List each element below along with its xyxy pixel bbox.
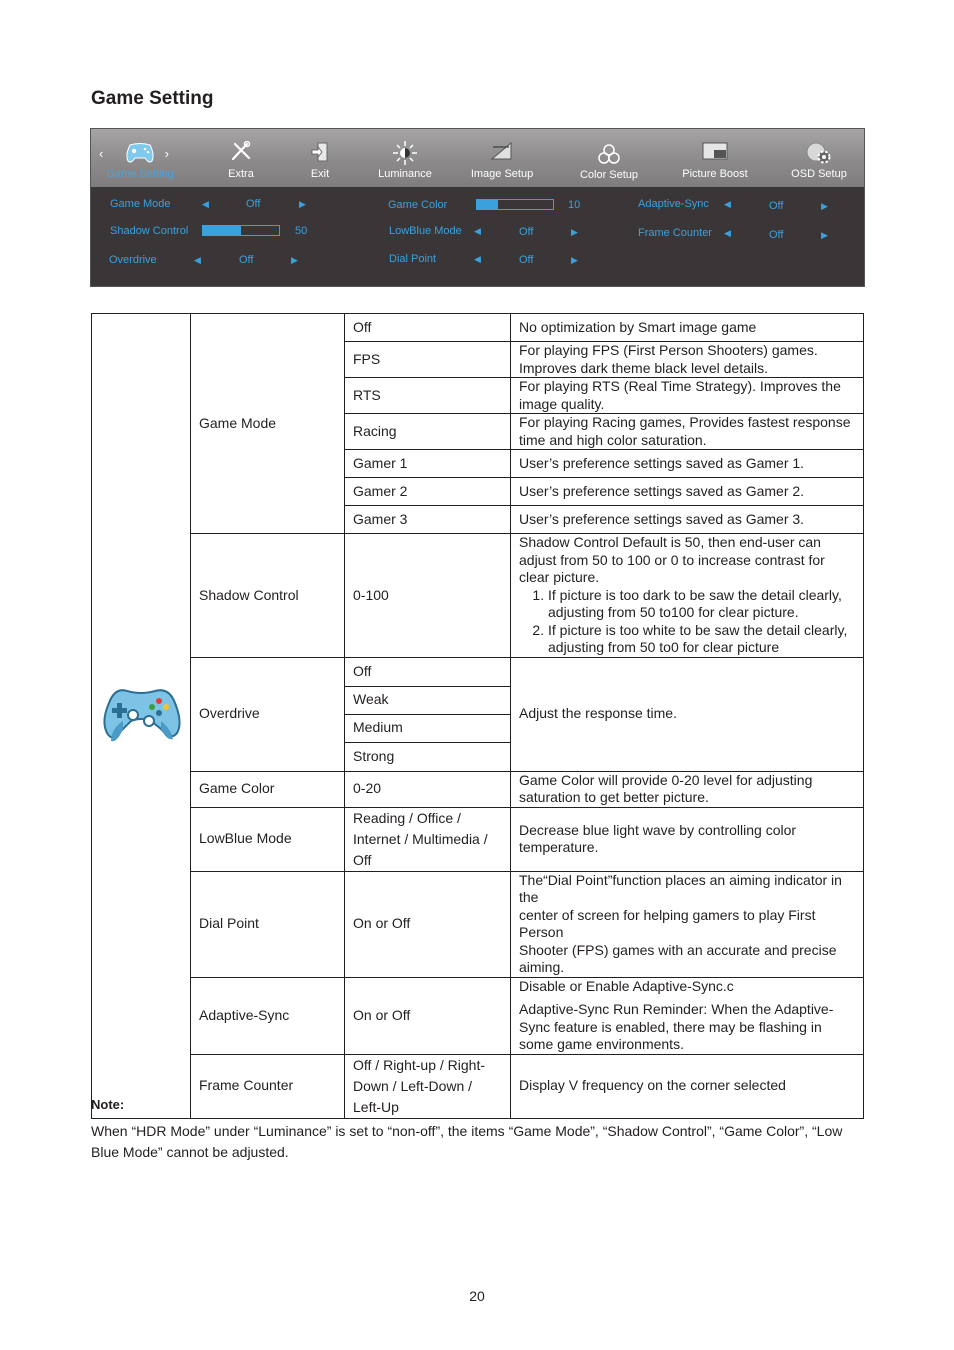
- table-row: [92, 1054, 864, 1118]
- osd-game-color-label[interactable]: Game Color: [388, 199, 448, 211]
- osd-lowblue-mode-label[interactable]: LowBlue Mode: [389, 225, 462, 237]
- dial-point-options: On or Off: [345, 871, 511, 977]
- list-item: 1. If picture is too dark to be saw the detail clearly, adjusting from 50 to100 for clear picture.: [548, 587, 855, 622]
- overdrive-option: Strong: [345, 742, 511, 771]
- dial-point-desc: [511, 871, 864, 977]
- dial-point-label-cell: Dial Point: [191, 871, 345, 977]
- slider-fill: [203, 226, 241, 235]
- osd-adaptive-sync-value: Off: [769, 200, 784, 212]
- osd-dial-point-value: Off: [519, 254, 534, 266]
- lowblue-mode-label-cell: LowBlue Mode: [191, 807, 345, 871]
- tab-label: Game Setting: [106, 168, 174, 180]
- game-mode-desc: For playing Racing games, Provides fastest response time and high color saturation.: [511, 414, 864, 450]
- note-title: Note:: [91, 1097, 125, 1112]
- game-mode-desc: User’s preference settings saved as Gamer 1.: [511, 450, 864, 478]
- picture-boost-icon: [702, 141, 728, 164]
- game-mode-desc: For playing RTS (Real Time Strategy). Improves the image quality.: [511, 378, 864, 414]
- lowblue-mode-desc: Decrease blue light wave by controlling color temperature.: [511, 807, 864, 871]
- game-mode-desc: For playing FPS (First Person Shooters) games. Improves dark theme black level details.: [511, 342, 864, 378]
- game-mode-option: Gamer 2: [345, 478, 511, 506]
- tab-label: Luminance: [378, 168, 432, 180]
- tab-exit[interactable]: [291, 129, 349, 187]
- slider-fill: [477, 200, 498, 209]
- adaptive-sync-options: On or Off: [345, 977, 511, 1054]
- chevron-left-icon: ‹: [99, 146, 104, 161]
- list-item: 2. If picture is too white to be saw the detail clearly, adjusting from 50 to0 for clear picture: [548, 622, 855, 657]
- gamepad-icon: [99, 734, 183, 750]
- arrow-left-icon[interactable]: ◀: [474, 254, 481, 264]
- exit-icon: [310, 141, 330, 166]
- osd-frame-counter-label[interactable]: Frame Counter: [638, 227, 712, 239]
- game-mode-option: Off: [345, 314, 511, 342]
- osd-overdrive-value: Off: [239, 254, 254, 266]
- osd-dial-point-label[interactable]: Dial Point: [389, 253, 437, 265]
- adaptive-sync-desc-2: Adaptive-Sync Run Reminder: When the Adaptive-Sync feature is enabled, there may be flashing in some game environments.: [519, 1001, 834, 1052]
- adaptive-sync-desc: [511, 977, 864, 1054]
- osd-lowblue-mode-value: Off: [519, 226, 534, 238]
- game-color-desc: Game Color will provide 0-20 level for adjusting saturation to get better picture.: [511, 771, 864, 807]
- arrow-right-icon[interactable]: ▶: [821, 230, 828, 240]
- arrow-right-icon[interactable]: ▶: [571, 227, 578, 237]
- overdrive-option: Weak: [345, 686, 511, 714]
- tab-extra[interactable]: [211, 129, 271, 187]
- tab-label: Extra: [228, 168, 254, 180]
- tab-label: Picture Boost: [682, 168, 748, 180]
- game-mode-desc: User’s preference settings saved as Gamer 3.: [511, 506, 864, 534]
- game-mode-option: Racing: [345, 414, 511, 450]
- game-mode-option: Gamer 1: [345, 450, 511, 478]
- frame-counter-options: Off / Right-up / Right-Down / Left-Down / Left-Up: [345, 1054, 511, 1118]
- osd-shadow-control-label[interactable]: Shadow Control: [110, 225, 189, 237]
- tab-label: Exit: [310, 168, 330, 180]
- arrow-left-icon[interactable]: ◀: [474, 226, 481, 236]
- overdrive-label-cell: Overdrive: [191, 657, 345, 771]
- dial-point-desc-line: The“Dial Point”function places an aiming indicator in the: [519, 871, 842, 905]
- osd-adaptive-sync-label[interactable]: Adaptive-Sync: [638, 198, 709, 210]
- game-color-range: 0-20: [345, 771, 511, 807]
- game-color-label-cell: Game Color: [191, 771, 345, 807]
- shadow-control-intro: Shadow Control Default is 50, then end-user can adjust from 50 to 100 or 0 to increase contrast for clear picture.: [519, 534, 825, 585]
- arrow-left-icon[interactable]: ◀: [724, 199, 731, 209]
- tab-game-setting[interactable]: [91, 129, 189, 187]
- shadow-control-label-cell: Shadow Control: [191, 534, 345, 658]
- table-row: [92, 977, 864, 1054]
- frame-counter-label-cell: Frame Counter: [191, 1054, 345, 1118]
- page-title: Game Setting: [91, 88, 214, 109]
- table-row: [92, 771, 864, 807]
- gamepad-icon: [124, 141, 156, 168]
- tab-luminance[interactable]: [371, 129, 439, 187]
- dial-point-desc-line: Shooter (FPS) games with an accurate and precise aiming.: [519, 941, 837, 975]
- game-mode-option: RTS: [345, 378, 511, 414]
- table-row: [92, 807, 864, 871]
- game-setting-table: [91, 313, 864, 1119]
- tools-icon: [230, 141, 252, 164]
- tab-label: OSD Setup: [791, 168, 847, 180]
- tab-color-setup[interactable]: [573, 129, 645, 187]
- osd-tab-bar: [91, 129, 864, 187]
- osd-game-mode-label[interactable]: Game Mode: [110, 198, 171, 210]
- overdrive-option: Medium: [345, 714, 511, 742]
- game-mode-option: FPS: [345, 342, 511, 378]
- osd-shadow-control-value: 50: [295, 225, 308, 237]
- osd-menu: [90, 128, 865, 287]
- chevron-right-icon: ›: [164, 146, 169, 161]
- osd-game-color-value: 10: [568, 199, 581, 211]
- tab-picture-boost[interactable]: [675, 129, 755, 187]
- arrow-right-icon[interactable]: ▶: [571, 255, 578, 265]
- game-mode-label-cell: Game Mode: [191, 314, 345, 534]
- game-mode-option: Gamer 3: [345, 506, 511, 534]
- dial-point-desc-line: center of screen for helping gamers to play First Person: [519, 906, 816, 940]
- shadow-control-range: 0-100: [345, 534, 511, 658]
- arrow-right-icon[interactable]: ▶: [291, 255, 298, 265]
- color-circles-icon: [598, 143, 620, 168]
- lowblue-mode-options: Reading / Office / Internet / Multimedia / Off: [345, 807, 511, 871]
- osd-frame-counter-value: Off: [769, 229, 784, 241]
- osd-game-mode-value: Off: [246, 198, 261, 210]
- table-row: [92, 534, 864, 658]
- note-text: When “HDR Mode” under “Luminance” is set to “non-off”, the items “Game Mode”, “Shadow Control”, “Game Color”, “Low Blue Mode” cannot be adjusted.: [91, 1123, 843, 1160]
- table-row: [92, 871, 864, 977]
- game-mode-desc: No optimization by Smart image game: [511, 314, 864, 342]
- table-row: [92, 314, 864, 342]
- osd-overdrive-label[interactable]: Overdrive: [109, 254, 157, 266]
- shadow-control-desc: [511, 534, 864, 658]
- osd-gear-icon: [805, 141, 833, 168]
- tab-image-setup[interactable]: [463, 129, 541, 187]
- page-number: 20: [469, 1288, 485, 1304]
- game-mode-desc: User’s preference settings saved as Gamer 2.: [511, 478, 864, 506]
- shadow-control-steps: [519, 587, 855, 657]
- osd-shadow-control-slider[interactable]: [202, 225, 280, 236]
- table-row: [92, 657, 864, 686]
- arrow-left-icon[interactable]: ◀: [194, 255, 201, 265]
- tab-osd-setup[interactable]: [783, 129, 855, 187]
- gamepad-icon-cell: [92, 314, 191, 1119]
- overdrive-desc: Adjust the response time.: [511, 657, 864, 771]
- arrow-right-icon[interactable]: ▶: [299, 199, 306, 209]
- image-setup-icon: [489, 141, 515, 164]
- adaptive-sync-label-cell: Adaptive-Sync: [191, 977, 345, 1054]
- arrow-left-icon[interactable]: ◀: [202, 199, 209, 209]
- overdrive-option: Off: [345, 657, 511, 686]
- sun-icon: [392, 141, 418, 168]
- arrow-right-icon[interactable]: ▶: [821, 201, 828, 211]
- tab-label: Color Setup: [579, 169, 639, 181]
- tab-label: Image Setup: [470, 168, 534, 180]
- adaptive-sync-desc-1: Disable or Enable Adaptive-Sync.c: [519, 977, 734, 994]
- arrow-left-icon[interactable]: ◀: [724, 228, 731, 238]
- osd-game-color-slider[interactable]: [476, 199, 554, 210]
- frame-counter-desc: Display V frequency on the corner selected: [511, 1054, 864, 1118]
